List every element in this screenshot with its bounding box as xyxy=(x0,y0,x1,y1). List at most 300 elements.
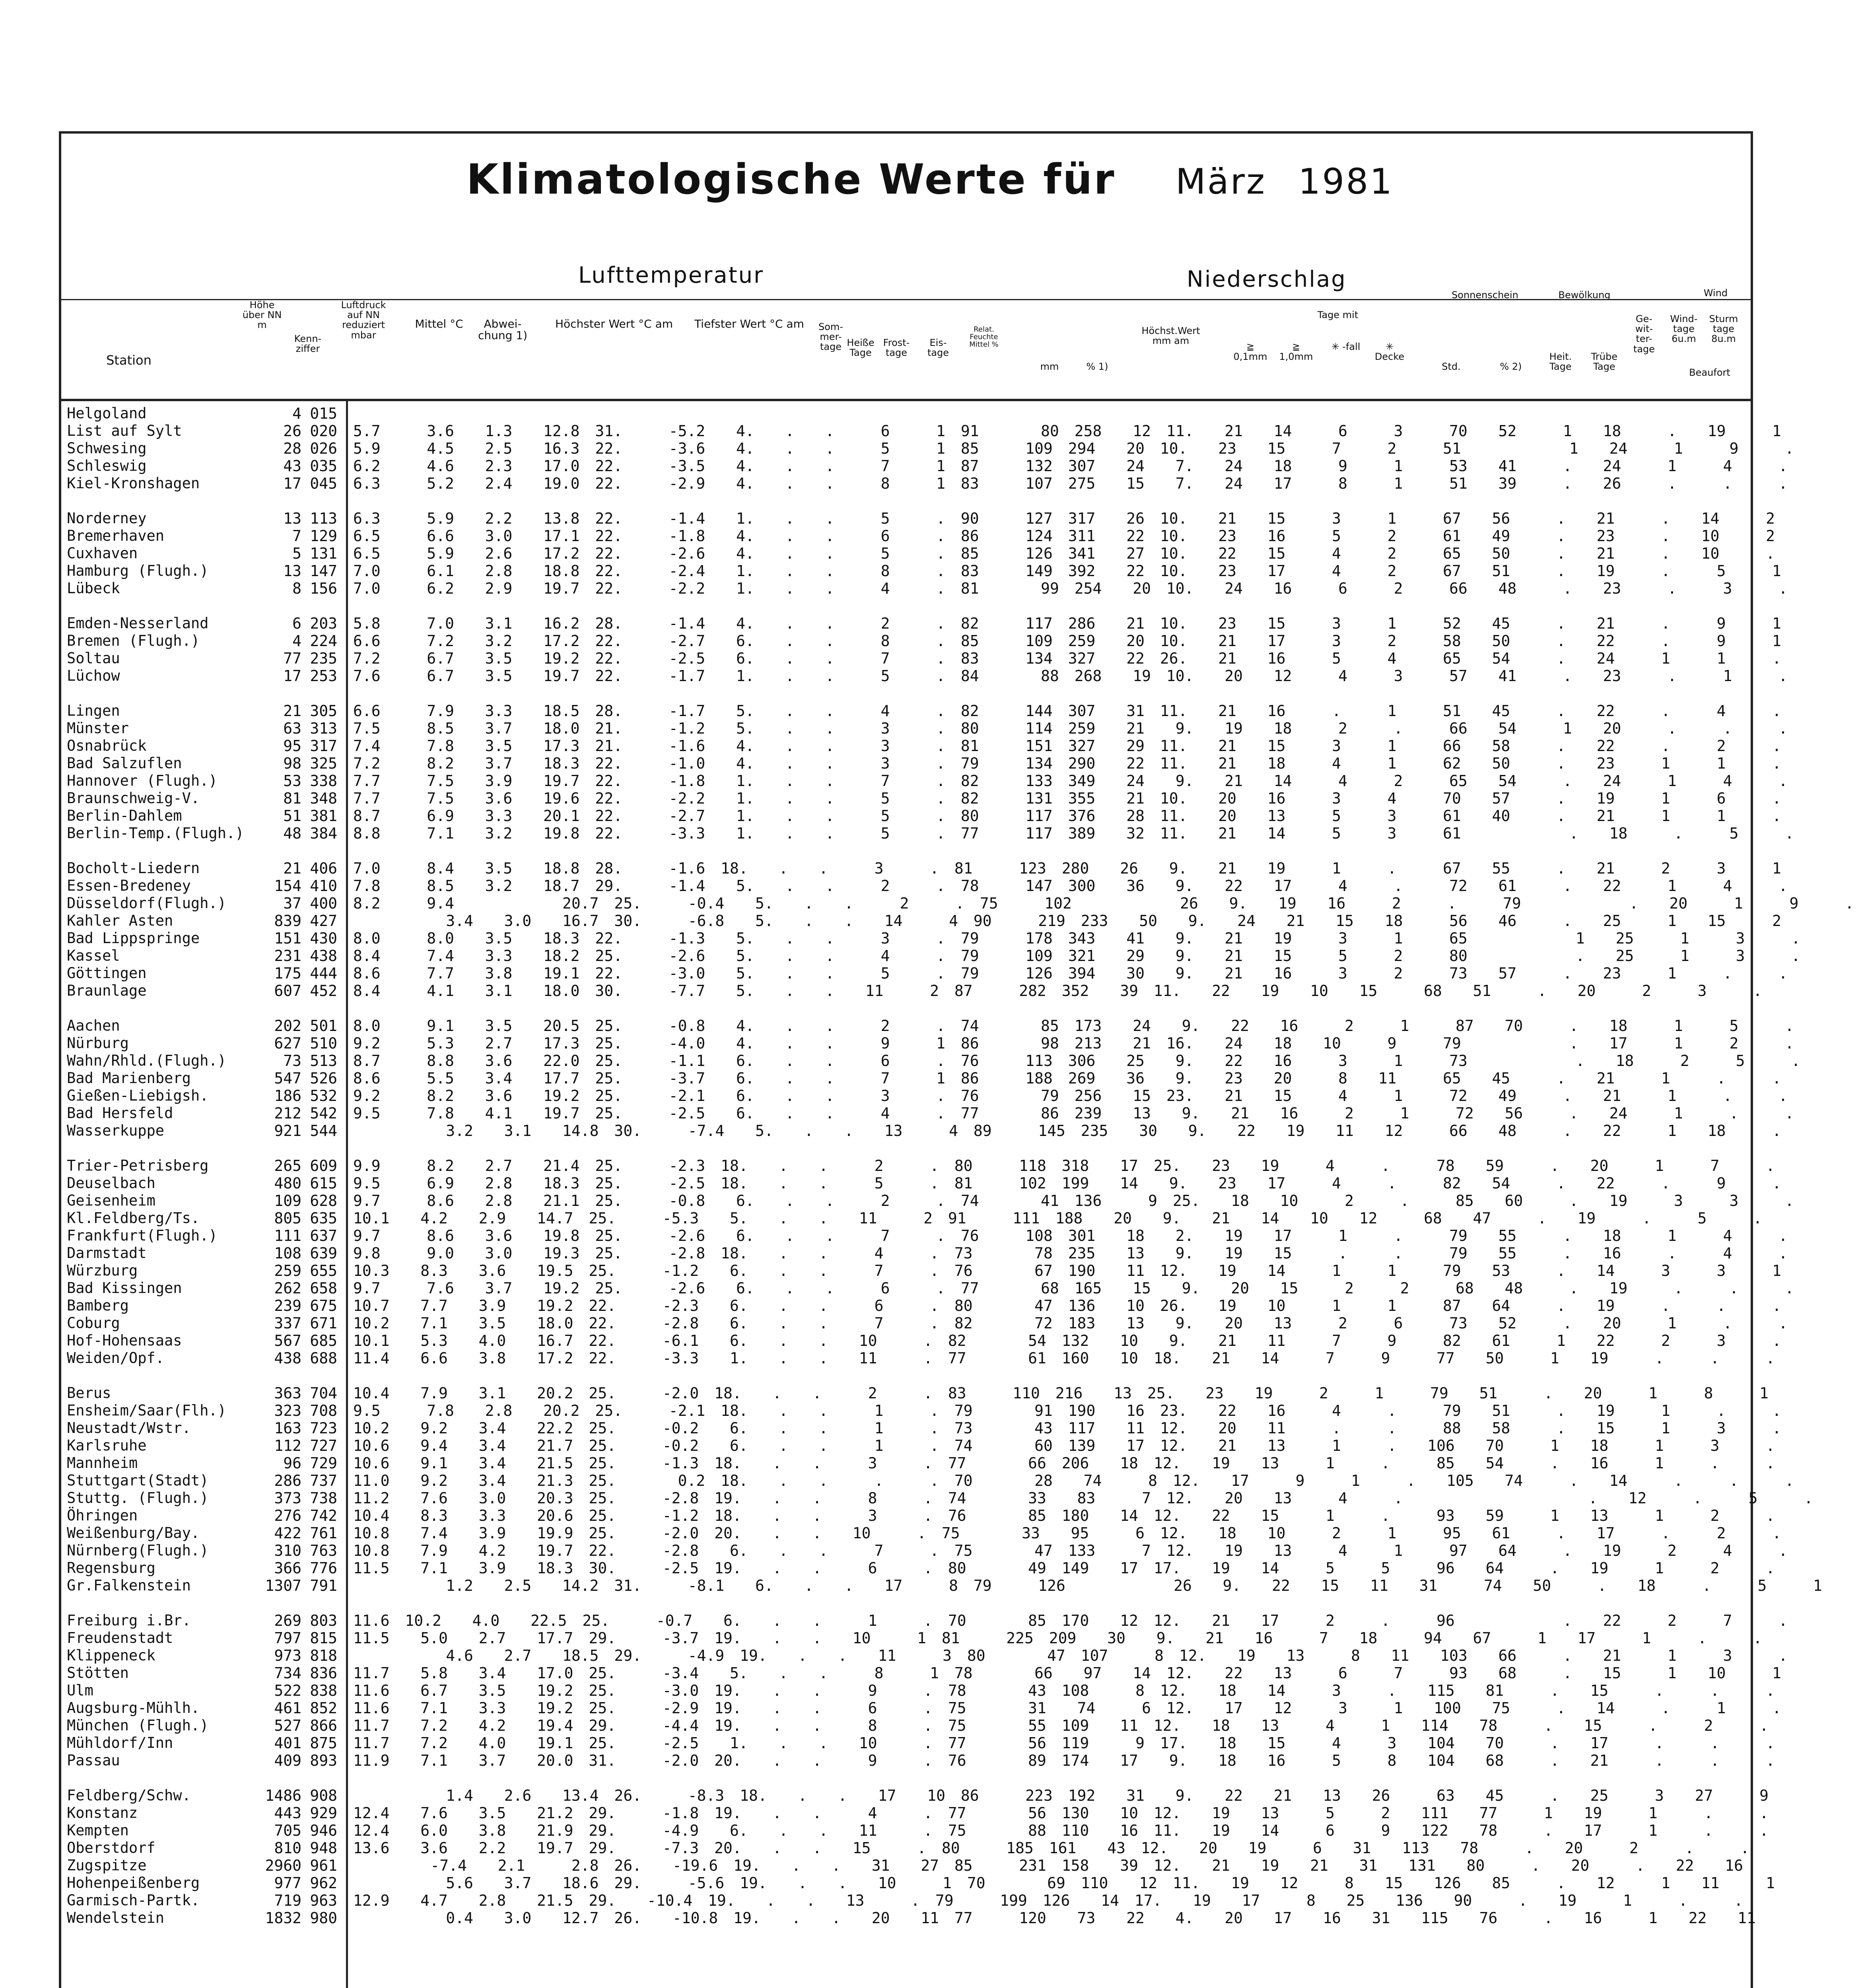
station-elevation: 43 xyxy=(283,457,301,475)
station-elevation: 108 xyxy=(274,1244,301,1262)
header-ns-mm: mm xyxy=(1040,361,1059,372)
station-name: Bocholt-Liedern xyxy=(67,860,200,877)
header-gewitter: Ge- wit- ter- tage xyxy=(1633,313,1655,355)
row-values: 10.6 9.1 3.4 21.5 25. -1.3 18. . . 3 . 77 66 206 18 12. 19 13 1 . 85 54 . 16 1 . . xyxy=(353,1454,1775,1472)
row-values: 7.0 8.4 3.5 18.8 28. -1.6 18. . . 3 . 81 123 280 26 9. 21 19 1 . 67 55 . 21 2 3 1 xyxy=(353,860,1781,877)
station-id: 671 xyxy=(310,1314,337,1332)
station-elevation: 797 xyxy=(274,1629,301,1647)
table-row xyxy=(67,1822,1769,1839)
station-name: Frankfurt(Flugh.) xyxy=(67,1227,218,1244)
station-elevation: 202 xyxy=(274,1017,301,1035)
row-values xyxy=(337,405,1705,422)
header-std: Std. xyxy=(1442,361,1461,372)
station-elevation: 1486 xyxy=(265,1787,301,1804)
station-name: Kassel xyxy=(67,947,120,964)
row-values: 10.4 7.9 3.1 20.2 25. -2.0 18. . . 2 . 83 110 216 13 25. 23 19 2 1 79 51 . 20 1 8 1 xyxy=(353,1384,1769,1402)
table-row xyxy=(67,650,1781,667)
station-name: Mannheim xyxy=(67,1454,138,1472)
table-row xyxy=(67,1472,1794,1489)
header-heisse: Heiße Tage xyxy=(847,337,875,359)
row-values: 7.8 8.5 3.2 18.7 29. -1.4 5. . . 2 . 78 147 300 36 9. 22 17 4 . 72 61 . 22 1 4 . xyxy=(353,877,1788,895)
header-beaufort: Beaufort xyxy=(1689,367,1730,378)
header-hoehe: Höhe über NN m xyxy=(242,299,282,331)
station-id: 866 xyxy=(310,1717,337,1734)
header-heiter: Heit. Tage xyxy=(1549,351,1572,373)
row-values: 1.2 2.5 14.2 31. -8.1 6. . . 17 8 79 126 26 9. 22 15 11 31 74 50 . 18 . 5 1 xyxy=(353,1577,1822,1594)
station-id: 655 xyxy=(310,1262,337,1279)
station-elevation: 13 xyxy=(283,510,301,527)
station-id: 688 xyxy=(310,1349,337,1367)
station-elevation: 259 xyxy=(274,1262,301,1279)
station-name: Zugspitze xyxy=(67,1857,147,1874)
station-name: Wasserkuppe xyxy=(67,1122,165,1139)
station-elevation: 627 xyxy=(274,1035,301,1052)
header-tage-mit: Tage mit xyxy=(1317,309,1359,320)
station-elevation: 547 xyxy=(274,1070,301,1087)
table-row xyxy=(67,807,1781,825)
table-row xyxy=(67,860,1781,877)
station-elevation: 839 xyxy=(274,912,301,930)
station-name: Kahler Asten xyxy=(67,912,173,929)
header-frost: Frost- tage xyxy=(883,337,910,359)
station-name: Bremerhaven xyxy=(67,527,165,544)
table-row xyxy=(67,1035,1794,1052)
row-values: 8.4 7.4 3.3 18.2 25. -2.6 5. . . 4 . 79 109 321 29 9. 21 15 5 2 80 . 25 1 3 . xyxy=(353,947,1800,965)
station-elevation: 527 xyxy=(274,1717,301,1734)
group-gap xyxy=(67,685,1749,702)
table-row xyxy=(67,1699,1781,1717)
station-id: 313 xyxy=(310,720,337,737)
station-id: 838 xyxy=(310,1682,337,1699)
station-elevation: 567 xyxy=(274,1332,301,1349)
header-station: Station xyxy=(106,353,152,368)
station-elevation: 17 xyxy=(283,667,301,685)
table-row xyxy=(67,930,1800,947)
header-bewoelkung: Bewölkung xyxy=(1558,289,1611,301)
table-row xyxy=(67,422,1781,440)
header-ns-hoechst: Höchst.Wert mm am xyxy=(1141,325,1200,347)
table-row xyxy=(67,1297,1781,1314)
station-name: Berlin-Dahlem xyxy=(67,807,182,824)
station-name: Stötten xyxy=(67,1664,129,1681)
station-id: 635 xyxy=(310,1209,337,1227)
table-row xyxy=(67,965,1788,982)
station-id: 325 xyxy=(310,755,337,772)
station-name: Helgoland xyxy=(67,405,147,422)
station-elevation: 438 xyxy=(274,1349,301,1367)
row-values: 7.6 6.7 3.5 19.7 22. -1.7 1. . . 5 . 84 88 268 19 10. 20 12 4 3 57 41 . 23 . 1 . xyxy=(353,667,1788,685)
group-gap xyxy=(67,1594,1749,1612)
table-row xyxy=(67,755,1781,772)
station-elevation: 28 xyxy=(283,440,301,457)
row-values: 6.3 5.9 2.2 13.8 22. -1.4 1. . . 5 . 90 127 317 26 10. 21 15 3 1 67 56 . 21 . 14 2 xyxy=(353,510,1775,527)
group-gap xyxy=(67,842,1749,860)
row-values: 8.7 8.8 3.6 22.0 25. -1.1 6. . . 6 . 76 113 306 25 9. 22 16 3 1 73 . 18 2 5 . xyxy=(353,1052,1800,1070)
row-values: 11.9 7.1 3.7 20.0 31. -2.0 20. . . 9 . 76 89 174 17 9. 18 16 5 8 104 68 . 21 . . . xyxy=(353,1752,1775,1769)
station-name: Bamberg xyxy=(67,1297,129,1314)
row-values: 10.2 7.1 3.5 18.0 22. -2.8 6. . . 7 . 82 72 183 13 9. 20 13 2 6 73 52 . 20 1 . . xyxy=(353,1314,1788,1332)
group-gap xyxy=(67,1140,1749,1157)
station-elevation: 98 xyxy=(283,755,301,772)
row-values: 9.2 5.3 2.7 17.3 25. -4.0 4. . . 9 1 86 98 213 21 16. 24 18 10 9 79 . 17 1 2 . xyxy=(353,1035,1794,1052)
station-elevation: 337 xyxy=(274,1314,301,1332)
row-values: 9.9 8.2 2.7 21.4 25. -2.3 18. . . 2 . 80 118 318 17 25. 23 19 4 . 78 59 . 20 1 7 . xyxy=(353,1157,1775,1175)
station-id: 203 xyxy=(310,615,337,632)
station-elevation: 231 xyxy=(274,947,301,965)
station-name: Hannover (Flugh.) xyxy=(67,772,218,789)
station-elevation: 77 xyxy=(283,650,301,667)
header-sturmtage: Sturm tage 8u.m xyxy=(1709,313,1738,345)
header-t01: ≧ 0,1mm xyxy=(1233,341,1267,363)
station-id: 532 xyxy=(310,1087,337,1105)
row-values: 9.5 7.8 4.1 19.7 25. -2.5 6. . . 4 . 77 86 239 13 9. 21 16 2 1 72 56 . 24 1 . . xyxy=(353,1105,1794,1122)
station-elevation: 705 xyxy=(274,1822,301,1839)
station-id: 963 xyxy=(310,1892,337,1909)
station-id: 908 xyxy=(310,1787,337,1804)
station-id: 815 xyxy=(310,1629,337,1647)
table-row xyxy=(67,457,1788,475)
station-name: Göttingen xyxy=(67,965,147,982)
station-name: Kiel-Kronshagen xyxy=(67,475,200,492)
station-id: 685 xyxy=(310,1332,337,1349)
station-id: 544 xyxy=(310,1122,337,1140)
station-name: Stuttgart(Stadt) xyxy=(67,1472,209,1489)
table-row xyxy=(67,1314,1788,1332)
station-name: Cuxhaven xyxy=(67,545,138,562)
header-sommertage: Som- mer- tage xyxy=(818,321,843,353)
table-row xyxy=(67,1507,1775,1524)
row-values: 8.8 7.1 3.2 19.8 22. -3.3 1. . . 5 . 77 117 389 32 11. 21 14 5 3 61 . 18 . 5 . xyxy=(353,825,1794,842)
station-name: Garmisch-Partk. xyxy=(67,1892,200,1909)
table-row xyxy=(67,1734,1775,1752)
station-elevation: 13 xyxy=(283,562,301,580)
station-name: Wahn/Rhld.(Flugh.) xyxy=(67,1052,226,1069)
station-id: 962 xyxy=(310,1874,337,1892)
station-name: Berlin-Temp.(Flugh.) xyxy=(67,825,244,842)
header-t10: ≧ 1,0mm xyxy=(1279,341,1313,363)
table-row xyxy=(67,1787,1769,1804)
row-values: 9.5 6.9 2.8 18.3 25. -2.5 18. . . 5 . 81 102 199 14 9. 23 17 4 . 82 54 . 22 . 9 . xyxy=(353,1175,1781,1192)
table-row xyxy=(67,1262,1781,1279)
station-elevation: 4 xyxy=(292,405,301,422)
table-row xyxy=(67,1105,1794,1122)
station-name: Emden-Nesserland xyxy=(67,615,209,632)
table-row xyxy=(67,1857,1749,1874)
station-elevation: 443 xyxy=(274,1804,301,1822)
station-name: Lüchow xyxy=(67,667,120,684)
station-elevation: 163 xyxy=(274,1419,301,1437)
row-values: 5.9 4.5 2.5 16.3 22. -3.6 4. . . 5 1 85 109 294 20 10. 23 15 7 2 51 1 24 1 9 . xyxy=(353,440,1794,457)
station-id: 253 xyxy=(310,667,337,685)
row-values: 8.6 7.7 3.8 19.1 22. -3.0 5. . . 5 . 79 126 394 30 9. 21 16 3 2 73 57 . 23 1 . . xyxy=(353,965,1788,982)
header-divider xyxy=(61,299,1751,300)
station-elevation: 6 xyxy=(292,615,301,632)
row-values: 5.6 3.7 18.6 29. -5.6 19. . . 10 1 70 69 110 12 11. 19 12 8 15 126 85 . 12 1 11 1 xyxy=(353,1874,1775,1892)
table-row xyxy=(67,1052,1800,1070)
table-row xyxy=(67,1437,1775,1454)
station-elevation: 310 xyxy=(274,1542,301,1559)
station-name: Feldberg/Schw. xyxy=(67,1787,191,1804)
station-elevation: 151 xyxy=(274,930,301,947)
station-id: 020 xyxy=(310,422,337,440)
station-elevation: 366 xyxy=(274,1559,301,1577)
station-id: 836 xyxy=(310,1664,337,1682)
row-values: 11.5 5.0 2.7 17.7 29. -3.7 19. . . 10 1 81 225 209 30 9. 21 16 7 18 94 67 1 17 1 . . xyxy=(353,1629,1762,1647)
table-row xyxy=(67,1629,1762,1647)
station-name: Essen-Bredeney xyxy=(67,877,191,894)
station-elevation: 422 xyxy=(274,1524,301,1542)
table-row xyxy=(67,1664,1781,1682)
station-elevation: 734 xyxy=(274,1664,301,1682)
station-name: Norderney xyxy=(67,510,147,527)
station-name: Oberstdorf xyxy=(67,1839,155,1856)
station-name: Braunlage xyxy=(67,982,147,999)
station-name: Schleswig xyxy=(67,457,147,474)
station-id: 961 xyxy=(310,1857,337,1874)
table-row xyxy=(67,527,1775,545)
row-values: 9.7 7.6 3.7 19.2 25. -2.6 6. . . 6 . 77 68 165 15 9. 20 15 2 2 68 48 . 19 . . . xyxy=(353,1279,1794,1297)
station-name: Kl.Feldberg/Ts. xyxy=(67,1209,200,1227)
station-elevation: 2960 xyxy=(265,1857,301,1874)
station-name: Konstanz xyxy=(67,1804,138,1821)
station-id: 791 xyxy=(310,1577,337,1594)
station-elevation: 373 xyxy=(274,1489,301,1507)
station-name: Deuselbach xyxy=(67,1175,155,1192)
row-values: 9.2 8.2 3.6 19.2 25. -2.1 6. . . 3 . 76 79 256 15 23. 21 15 4 1 72 49 . 21 1 . . xyxy=(353,1087,1788,1105)
row-values: 7.7 7.5 3.9 19.7 22. -1.8 1. . . 7 . 82 133 349 24 9. 21 14 4 2 65 54 . 24 1 4 . xyxy=(353,772,1788,790)
row-values: 8.0 8.0 3.5 18.3 22. -1.3 5. . . 3 . 79 178 343 41 9. 21 19 3 1 65 1 25 1 3 . xyxy=(353,930,1800,947)
station-id: 510 xyxy=(310,1035,337,1052)
row-values: 8.0 9.1 3.5 20.5 25. -0.8 4. . . 2 . 74 85 173 24 9. 22 16 2 1 87 70 . 18 1 5 . xyxy=(353,1017,1794,1035)
station-elevation: 7 xyxy=(292,527,301,545)
station-name: Aachen xyxy=(67,1017,120,1034)
header-decke: ✳ Decke xyxy=(1374,341,1405,363)
station-name: Berus xyxy=(67,1384,111,1402)
table-row xyxy=(67,1419,1781,1437)
station-id: 129 xyxy=(310,527,337,545)
station-id: 708 xyxy=(310,1402,337,1419)
row-values: 7.7 7.5 3.6 19.6 22. -2.2 1. . . 5 . 82 131 355 21 10. 20 16 3 4 70 57 . 19 1 6 . xyxy=(353,790,1781,807)
row-values: 8.7 6.9 3.3 20.1 22. -2.7 1. . . 5 . 80 117 376 28 11. 20 13 5 3 61 40 . 21 1 1 . xyxy=(353,807,1781,825)
row-values: 7.0 6.1 2.8 18.8 22. -2.4 1. . . 8 . 83 149 392 22 10. 23 17 4 2 67 51 . 19 . 5 1 xyxy=(353,562,1781,580)
station-id: 658 xyxy=(310,1279,337,1297)
station-name: Weiden/Opf. xyxy=(67,1349,165,1367)
station-elevation: 112 xyxy=(274,1437,301,1454)
row-values: 10.2 9.2 3.4 22.2 25. -0.2 6. . . 1 . 73 43 117 11 12. 20 11 . . 88 58 . 15 1 3 . xyxy=(353,1419,1781,1437)
table-row xyxy=(67,1752,1775,1769)
station-elevation: 810 xyxy=(274,1839,301,1857)
station-name: List auf Sylt xyxy=(67,422,182,439)
table-row xyxy=(67,1612,1788,1629)
station-id: 542 xyxy=(310,1105,337,1122)
station-id: 406 xyxy=(310,860,337,877)
station-elevation: 276 xyxy=(274,1507,301,1524)
row-values: 8.4 4.1 3.1 18.0 30. -7.7 5. . . 11 2 87 282 352 39 11. 22 19 10 15 68 51 . 20 2 3 . xyxy=(353,982,1762,1000)
station-elevation: 1832 xyxy=(265,1909,301,1927)
header-kennziffer: Kenn- ziffer xyxy=(294,333,322,355)
row-values: 5.7 3.6 1.3 12.8 31. -5.2 4. . . 6 1 91 80 258 12 11. 21 14 6 3 70 52 1 18 . 19 1 xyxy=(353,422,1781,440)
row-values: 6.5 6.6 3.0 17.1 22. -1.8 4. . . 6 . 86 124 311 22 10. 23 16 5 2 61 49 . 23 . 10 2 xyxy=(353,527,1775,545)
header-bottom-rule xyxy=(61,399,1751,401)
station-name: Münster xyxy=(67,720,129,737)
header-abweichung: Abwei- chung 1) xyxy=(478,317,528,342)
table-row xyxy=(67,1227,1788,1244)
station-name: Bad Salzuflen xyxy=(67,755,182,772)
row-values: 10.4 8.3 3.3 20.6 25. -1.2 18. . . 3 . 76 85 180 14 12. 22 15 1 . 93 59 1 13 1 2 . xyxy=(353,1507,1775,1524)
group-gap xyxy=(67,1769,1749,1787)
table-row xyxy=(67,1384,1769,1402)
station-elevation: 8 xyxy=(292,580,301,597)
header-niederschlag: Niederschlag xyxy=(1187,266,1347,292)
station-elevation: 461 xyxy=(274,1699,301,1717)
header-lufttemperatur: Lufttemperatur xyxy=(578,262,764,288)
station-name: Darmstadt xyxy=(67,1244,147,1262)
station-name: Freiburg i.Br. xyxy=(67,1612,191,1629)
station-name: Düsseldorf(Flugh.) xyxy=(67,895,226,912)
station-id: 348 xyxy=(310,790,337,807)
table-row xyxy=(67,545,1775,562)
station-id: 526 xyxy=(310,1070,337,1087)
table-row xyxy=(67,877,1788,895)
header-sonne-proz: % 2) xyxy=(1500,361,1522,372)
row-values: 11.6 6.7 3.5 19.2 25. -3.0 19. . . 9 . 78 43 108 8 12. 18 14 3 . 115 81 . 15 . . . xyxy=(353,1682,1775,1699)
station-name: Öhringen xyxy=(67,1507,138,1524)
station-id: 776 xyxy=(310,1559,337,1577)
station-name: Karlsruhe xyxy=(67,1437,147,1454)
station-elevation: 262 xyxy=(274,1279,301,1297)
station-elevation: 109 xyxy=(274,1192,301,1209)
header-fall: ✳ -fall xyxy=(1331,341,1361,352)
row-values: 11.4 6.6 3.8 17.2 22. -3.3 1. . . 11 . 77 61 160 10 18. 21 14 7 9 77 50 1 19 . . . xyxy=(353,1349,1775,1367)
table-row xyxy=(67,772,1788,790)
station-name: Schwesing xyxy=(67,440,147,457)
row-values: 10.3 8.3 3.6 19.5 25. -1.2 6. . . 7 . 76 67 190 11 12. 19 14 1 1 79 53 . 14 3 3 1 xyxy=(353,1262,1781,1279)
station-id: 513 xyxy=(310,1052,337,1070)
station-id: 615 xyxy=(310,1175,337,1192)
station-elevation: 51 xyxy=(283,807,301,825)
row-values: 7.2 6.7 3.5 19.2 22. -2.5 6. . . 7 . 83 134 327 22 26. 21 16 5 4 65 54 . 24 1 1 . xyxy=(353,650,1781,667)
row-values: 11.7 7.2 4.2 19.4 29. -4.4 19. . . 8 . 75 55 109 11 12. 18 13 4 1 114 78 . 15 . 2 . xyxy=(353,1717,1769,1734)
table-row xyxy=(67,615,1781,632)
station-id: 723 xyxy=(310,1419,337,1437)
station-elevation: 265 xyxy=(274,1157,301,1175)
station-id: 609 xyxy=(310,1157,337,1175)
row-values: 11.7 5.8 3.4 17.0 25. -3.4 5. . . 8 1 78 66 97 14 12. 22 13 6 7 93 68 . 15 1 10 1 xyxy=(353,1664,1781,1682)
station-elevation: 21 xyxy=(283,702,301,720)
row-values: 7.4 7.8 3.5 17.3 21. -1.6 4. . . 3 . 81 151 327 29 11. 21 15 3 1 66 58 . 22 . 2 . xyxy=(353,737,1781,755)
table-row xyxy=(67,1542,1788,1559)
station-elevation: 111 xyxy=(274,1227,301,1244)
station-id: 946 xyxy=(310,1822,337,1839)
station-name: Coburg xyxy=(67,1314,120,1332)
table-row xyxy=(67,982,1762,1000)
table-row xyxy=(67,1279,1794,1297)
station-name: Neustadt/Wstr. xyxy=(67,1419,191,1437)
header-eis: Eis- tage xyxy=(927,337,949,359)
table-row xyxy=(67,1909,1756,1927)
table-row xyxy=(67,1175,1781,1192)
station-id: 637 xyxy=(310,1227,337,1244)
header-truebe: Trübe Tage xyxy=(1591,351,1618,373)
table-row xyxy=(67,562,1781,580)
table-row xyxy=(67,1402,1781,1419)
group-gap xyxy=(67,492,1749,510)
station-name: Gießen-Liebigsh. xyxy=(67,1087,209,1104)
station-id: 381 xyxy=(310,807,337,825)
row-values: 4.6 2.7 18.5 29. -4.9 19. . . 11 3 80 47 107 8 12. 19 13 8 11 103 66 . 21 1 3 . xyxy=(353,1647,1788,1664)
row-values: 9.7 8.6 3.6 19.8 25. -2.6 6. . . 7 . 76 108 301 18 2. 19 17 1 . 79 55 . 18 1 4 . xyxy=(353,1227,1788,1244)
table-row xyxy=(67,1157,1775,1175)
station-id: 035 xyxy=(310,457,337,475)
station-id: 317 xyxy=(310,737,337,755)
station-id: 639 xyxy=(310,1244,337,1262)
station-elevation: 63 xyxy=(283,720,301,737)
table-row xyxy=(67,1489,1813,1507)
table-row xyxy=(67,1070,1781,1087)
table-row xyxy=(67,510,1775,527)
table-row xyxy=(67,1577,1822,1594)
station-id: 156 xyxy=(310,580,337,597)
station-elevation: 73 xyxy=(283,1052,301,1070)
row-values: 12.9 4.7 2.8 21.5 29. -10.4 19. . . 13 . 79 199 126 14 17. 19 17 8 25 136 90 . 19 1 . . xyxy=(353,1892,1743,1909)
station-id: 742 xyxy=(310,1507,337,1524)
row-values: 9.8 9.0 3.0 19.3 25. -2.8 18. . . 4 . 73 78 235 13 9. 19 15 . . 79 55 . 16 . 4 . xyxy=(353,1244,1788,1262)
header-ns-proz: % 1) xyxy=(1086,361,1108,372)
station-id: 948 xyxy=(310,1839,337,1857)
row-values: 7.0 6.2 2.9 19.7 22. -2.2 1. . . 4 . 81 99 254 20 10. 24 16 6 2 66 48 . 23 . 3 . xyxy=(353,580,1788,597)
station-id: 980 xyxy=(310,1909,337,1927)
station-elevation: 17 xyxy=(283,475,301,492)
station-name: München (Flugh.) xyxy=(67,1717,209,1734)
table-row xyxy=(67,1892,1749,1909)
station-elevation: 480 xyxy=(274,1175,301,1192)
station-name: Klippeneck xyxy=(67,1647,155,1664)
station-id: 893 xyxy=(310,1752,337,1769)
table-row xyxy=(67,440,1794,457)
table-row xyxy=(67,1087,1788,1105)
station-elevation: 401 xyxy=(274,1734,301,1752)
station-elevation: 4 xyxy=(292,632,301,650)
row-values: 10.7 7.7 3.9 19.2 22. -2.3 6. . . 6 . 80 47 136 10 26. 19 10 1 1 87 64 . 19 . . . xyxy=(353,1297,1781,1314)
station-name: Ulm xyxy=(67,1682,93,1699)
station-elevation: 48 xyxy=(283,825,301,842)
header-windtage: Wind- tage 6u.m xyxy=(1670,313,1698,345)
station-name: Soltau xyxy=(67,650,120,667)
row-values: 0.4 3.0 12.7 26. -10.8 19. . . 20 11 77 120 73 22 4. 20 17 16 31 115 76 . 16 1 22 11 xyxy=(353,1909,1756,1927)
row-values: 9.7 8.6 2.8 21.1 25. -0.8 6. . . 2 . 74 41 136 9 25. 18 10 2 . 85 60 . 19 3 3 . xyxy=(353,1192,1794,1209)
station-id: 147 xyxy=(310,562,337,580)
table-row xyxy=(67,1332,1781,1349)
station-elevation: 286 xyxy=(274,1472,301,1489)
station-name: Bad Lippspringe xyxy=(67,930,200,947)
station-name: Passau xyxy=(67,1752,120,1769)
group-gap xyxy=(67,597,1749,615)
station-id: 444 xyxy=(310,965,337,982)
station-elevation: 81 xyxy=(283,790,301,807)
table-row xyxy=(67,1804,1769,1822)
station-id: 738 xyxy=(310,1489,337,1507)
page-title xyxy=(0,155,1860,204)
station-elevation: 921 xyxy=(274,1122,301,1140)
table-row xyxy=(67,790,1781,807)
station-name: Ensheim/Saar(Flh.) xyxy=(67,1402,226,1419)
row-values: 6.6 7.2 3.2 17.2 22. -2.7 6. . . 8 . 85 109 259 20 10. 21 17 3 2 58 50 . 22 . 9 1 xyxy=(353,632,1781,650)
row-values: 12.4 7.6 3.5 21.2 29. -1.8 19. . . 4 . 77 56 130 10 12. 19 13 5 2 111 77 1 19 1 . . xyxy=(353,1804,1769,1822)
station-id: 803 xyxy=(310,1612,337,1629)
station-elevation: 53 xyxy=(283,772,301,790)
station-name: Bad Kissingen xyxy=(67,1279,182,1297)
table-row xyxy=(67,1647,1788,1664)
